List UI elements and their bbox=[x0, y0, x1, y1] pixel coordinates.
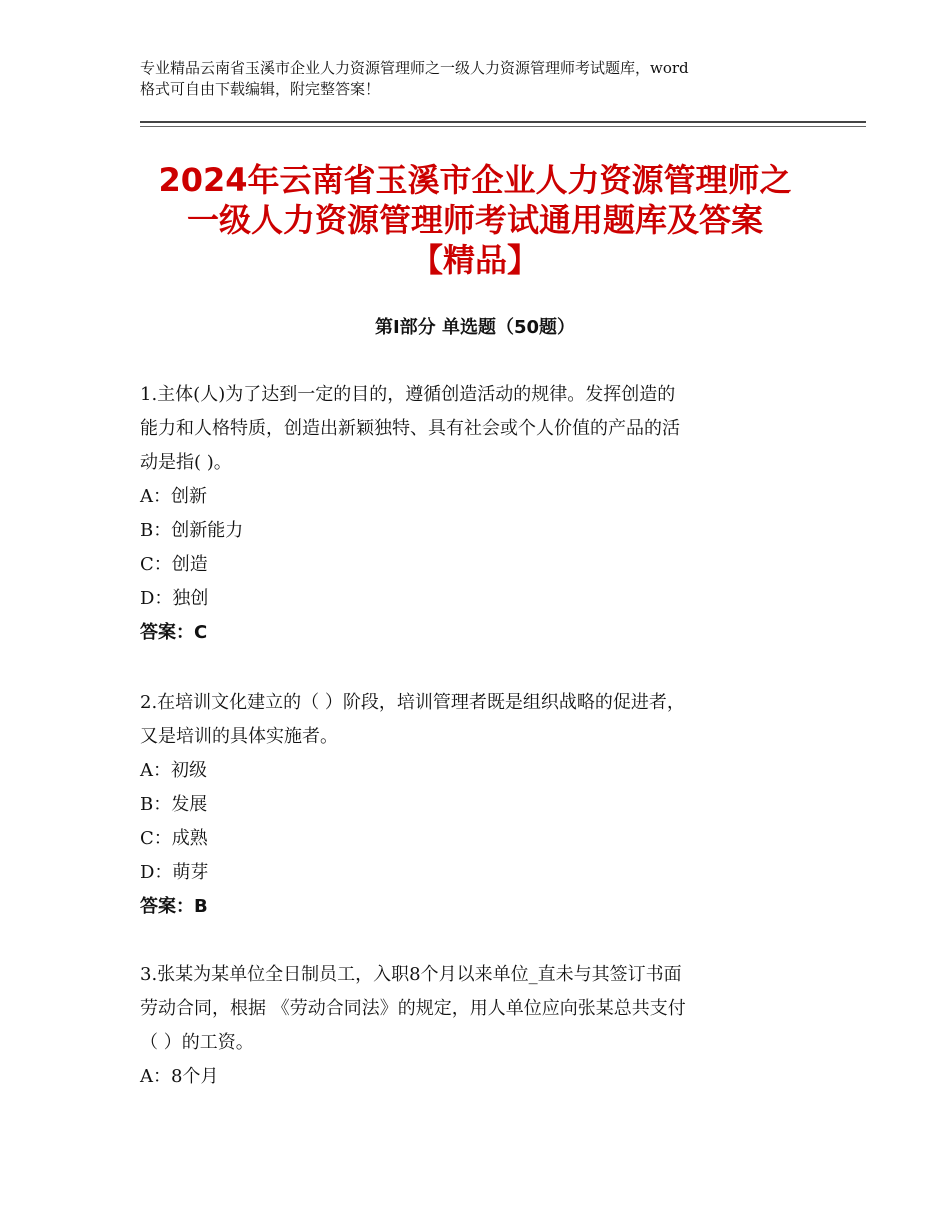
question-1 bbox=[140, 378, 820, 650]
question-stem-line: 动是指( )。 bbox=[140, 452, 232, 473]
option-b: B：创新能力 bbox=[140, 520, 244, 541]
question-stem-line: 劳动合同，根据 《劳动合同法》的规定，用人单位应向张某总共支付 bbox=[140, 998, 686, 1019]
option-a: A：创新 bbox=[140, 486, 207, 507]
option-c: C：成熟 bbox=[140, 828, 208, 849]
answer-label: 答案：B bbox=[140, 896, 208, 917]
question-stem-line: 能力和人格特质，创造出新颖独特、具有社会或个人价值的产品的活 bbox=[140, 418, 680, 439]
option-c: C：创造 bbox=[140, 554, 208, 575]
question-stem-line: 1.主体(人)为了达到一定的目的，遵循创造活动的规律。发挥创造的 bbox=[140, 384, 676, 405]
question-stem-line: （ ）的工资。 bbox=[140, 1032, 254, 1053]
option-a: A：初级 bbox=[140, 760, 207, 781]
title-line: 一级人力资源管理师考试通用题库及答案 bbox=[186, 201, 763, 239]
title-line: 【精品】 bbox=[410, 241, 539, 279]
header-note-line: 格式可自由下载编辑，附完整答案！ bbox=[140, 80, 381, 98]
section-heading: 第Ⅰ部分 单选题（50题） bbox=[374, 317, 575, 338]
question-stem-line: 3.张某为某单位全日制员工，入职8个月以来单位_直未与其签订书面 bbox=[140, 964, 682, 985]
header-divider-thin bbox=[140, 126, 866, 127]
question-stem-line: 2.在培训文化建立的（ ）阶段，培训管理者既是组织战略的促进者， bbox=[140, 692, 685, 713]
question-2 bbox=[140, 686, 820, 924]
question-stem-line: 又是培训的具体实施者。 bbox=[140, 726, 338, 747]
option-d: D：独创 bbox=[140, 588, 209, 609]
option-d: D：萌芽 bbox=[140, 862, 209, 883]
document-title bbox=[100, 160, 850, 280]
question-3 bbox=[140, 958, 820, 1094]
option-b: B：发展 bbox=[140, 794, 208, 815]
header-note-line: 专业精品云南省玉溪市企业人力资源管理师之一级人力资源管理师考试题库，word bbox=[140, 59, 689, 77]
option-a: A：8个月 bbox=[140, 1066, 219, 1087]
title-line: 2024年云南省玉溪市企业人力资源管理师之 bbox=[158, 161, 792, 199]
header-note bbox=[140, 58, 820, 100]
header-divider-thick bbox=[140, 121, 866, 123]
answer-label: 答案：C bbox=[140, 622, 208, 643]
